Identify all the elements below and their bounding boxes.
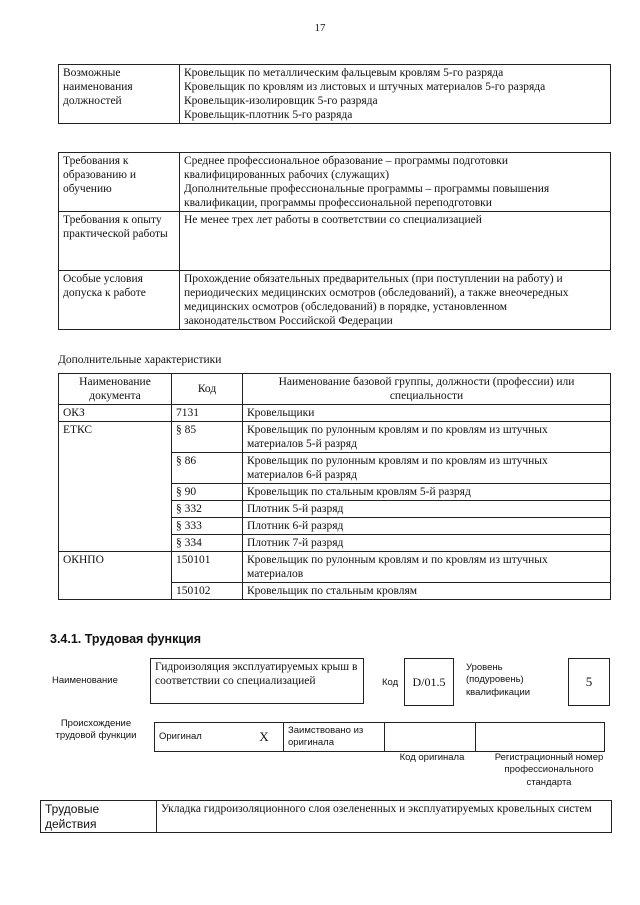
- table-row: [59, 552, 611, 583]
- name-cell: Кровельщик по стальным кровлям: [243, 583, 611, 600]
- labor-actions-label: Трудовые действия: [41, 801, 157, 833]
- name-cell: Кровельщик по рулонным кровлям и по кровлям из штучных материалов 6-й разряд: [243, 453, 611, 484]
- level-label-line: Уровень: [466, 662, 503, 673]
- function-name-value: Гидроизоляция эксплуатируемых крыш в соответствии со специализацией: [150, 658, 364, 704]
- function-name-label: Наименование: [52, 675, 118, 686]
- education-line: квалификации, программы профессиональной переподготовки: [184, 197, 492, 210]
- function-code-label: Код: [382, 677, 399, 688]
- education-line: Среднее профессиональное образование – программы подготовки: [184, 155, 509, 167]
- header-doc: Наименование документа: [59, 374, 172, 405]
- function-code-value: D/01.5: [404, 658, 454, 706]
- code-cell: § 90: [172, 484, 243, 501]
- table-row: [59, 484, 611, 501]
- positions-table: [58, 64, 611, 124]
- reg-number-cell: [476, 723, 605, 752]
- doc-empty: [59, 501, 172, 518]
- extra-characteristics-title: Дополнительные характеристики: [58, 354, 222, 366]
- origin-label: Происхождение трудовой функции: [55, 718, 137, 741]
- admission-line: Прохождение обязательных предварительных (при поступлении на работу) и: [184, 273, 563, 286]
- admission-label: Особые условия допуска к работе: [59, 271, 180, 330]
- doc-empty: [59, 453, 172, 484]
- education-line: квалифицированных рабочих (служащих): [184, 169, 390, 182]
- header-name: Наименование базовой группы, должности (профессии) или специальности: [243, 374, 611, 405]
- name-cell: Кровельщик по рулонным кровлям и по кровлям из штучных материалов 5-й разряд: [243, 422, 611, 453]
- code-cell: § 332: [172, 501, 243, 518]
- admission-line: периодических медицинских осмотров (обследований), а также внеочередных: [184, 287, 569, 300]
- table-row: [59, 518, 611, 535]
- borrowed-label: Заимствовано из оригинала: [284, 723, 385, 752]
- original-mark: X: [245, 723, 284, 752]
- code-cell: 7131: [172, 405, 243, 422]
- header-code: Код: [172, 374, 243, 405]
- name-cell: Кровельщики: [243, 405, 611, 422]
- doc-empty: [59, 535, 172, 552]
- experience-label: Требования к опыту практической работы: [59, 212, 180, 271]
- extra-characteristics-table: [58, 373, 611, 600]
- admission-value: [180, 271, 611, 330]
- requirements-table: [58, 152, 611, 330]
- code-cell: § 334: [172, 535, 243, 552]
- level-label-line: квалификации: [466, 686, 531, 698]
- labor-actions-table: [40, 800, 612, 833]
- admission-line: медицинских осмотров (обследований) в порядке, установленном: [184, 301, 508, 314]
- admission-line: законодательством Российской Федерации: [184, 315, 393, 328]
- position-item: Кровельщик по кровлям из листовых и штучных материалов 5-го разряда: [184, 81, 546, 94]
- code-cell: § 85: [172, 422, 243, 453]
- table-row: [59, 535, 611, 552]
- code-cell: § 86: [172, 453, 243, 484]
- positions-list: [180, 65, 611, 124]
- level-label-line: (подуровень): [466, 674, 524, 686]
- doc-empty: [59, 484, 172, 501]
- original-label: Оригинал: [155, 723, 246, 752]
- education-label: Требования к образованию и обучению: [59, 153, 180, 212]
- education-line: Дополнительные профессиональные программы – программы повышения: [184, 183, 550, 196]
- positions-label: Возможные наименования должностей: [59, 65, 180, 124]
- labor-actions-value: Укладка гидроизоляционного слоя озелененных и эксплуатируемых кровельных систем: [157, 801, 612, 833]
- name-cell: Плотник 6-й разряд: [243, 518, 611, 535]
- doc-okz: ОКЗ: [59, 405, 172, 422]
- table-row: [59, 583, 611, 600]
- page-number: 17: [314, 22, 326, 34]
- code-cell: 150101: [172, 552, 243, 583]
- doc-etks: ЕТКС: [59, 422, 172, 453]
- name-cell: Кровельщик по рулонным кровлям и по кровлям из штучных материалов: [243, 552, 611, 583]
- reg-number-caption: Регистрационный номер профессионального стандарта: [494, 752, 604, 788]
- origin-table: [154, 722, 605, 752]
- section-title: 3.4.1. Трудовая функция: [50, 632, 202, 646]
- doc-empty: [59, 583, 172, 600]
- code-original-caption: Код оригинала: [399, 752, 465, 763]
- code-cell: § 333: [172, 518, 243, 535]
- table-row: [59, 422, 611, 453]
- name-cell: Плотник 5-й разряд: [243, 501, 611, 518]
- level-label: [466, 662, 530, 699]
- doc-oknpo: ОКНПО: [59, 552, 172, 583]
- education-value: [180, 153, 611, 212]
- position-item: Кровельщик-изолировщик 5-го разряда: [184, 95, 378, 108]
- position-item: Кровельщик по металлическим фальцевым кровлям 5-го разряда: [184, 67, 504, 79]
- level-value: 5: [568, 658, 610, 706]
- position-item: Кровельщик-плотник 5-го разряда: [184, 109, 353, 122]
- code-original-cell: [385, 723, 476, 752]
- table-row: [59, 453, 611, 484]
- name-cell: Плотник 7-й разряд: [243, 535, 611, 552]
- code-cell: 150102: [172, 583, 243, 600]
- table-row: [59, 501, 611, 518]
- table-row: [59, 405, 611, 422]
- doc-empty: [59, 518, 172, 535]
- name-cell: Кровельщик по стальным кровлям 5-й разряд: [243, 484, 611, 501]
- experience-value: Не менее трех лет работы в соответствии со специализацией: [180, 212, 611, 271]
